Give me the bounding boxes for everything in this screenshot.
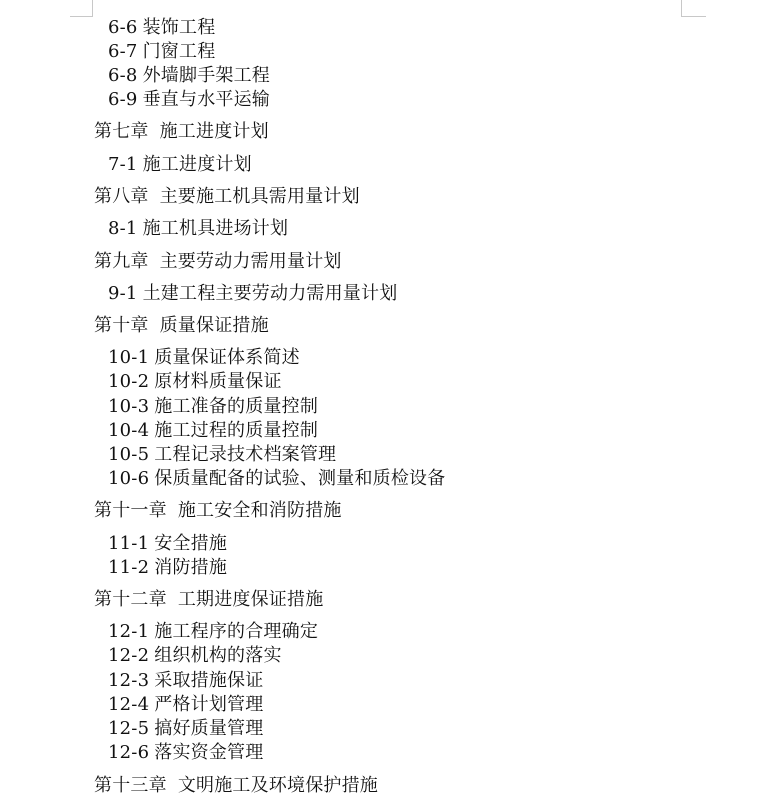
toc-entry-section[interactable] xyxy=(108,64,270,88)
toc-chapter-title: 主要劳动力需用量计划 xyxy=(159,251,342,272)
toc-entry-number: 12-4 xyxy=(108,694,150,715)
toc-entry-title: 落实资金管理 xyxy=(154,742,264,763)
toc-entry-number: 10-5 xyxy=(108,444,150,465)
toc-entry-section[interactable] xyxy=(108,88,270,112)
toc-entry-section[interactable] xyxy=(108,620,318,644)
toc-entry-title: 施工准备的质量控制 xyxy=(154,396,319,417)
toc-entry-number: 10-3 xyxy=(108,396,150,417)
toc-entry-number: 6-6 xyxy=(108,17,138,38)
toc-entry-number: 11-1 xyxy=(108,533,150,554)
toc-entry-number: 12-5 xyxy=(108,718,150,739)
toc-entry-title: 搞好质量管理 xyxy=(154,718,264,739)
toc-chapter-title: 文明施工及环境保护措施 xyxy=(177,775,379,796)
toc-entry-chapter[interactable] xyxy=(94,120,269,144)
toc-entry-section[interactable] xyxy=(108,40,215,64)
toc-chapter-number: 第九章 xyxy=(94,251,149,272)
toc-entry-number: 10-1 xyxy=(108,347,150,368)
toc-entry-number: 6-8 xyxy=(108,65,138,86)
toc-entry-section[interactable] xyxy=(108,346,300,370)
toc-entry-number: 6-9 xyxy=(108,89,138,110)
toc-entry-number: 9-1 xyxy=(108,283,138,304)
toc-entry-title: 外墙脚手架工程 xyxy=(142,65,270,86)
toc-entry-number: 12-3 xyxy=(108,670,150,691)
toc-entry-title: 质量保证体系简述 xyxy=(154,347,300,368)
toc-chapter-number: 第十一章 xyxy=(94,500,167,521)
toc-entry-title: 消防措施 xyxy=(154,557,228,578)
toc-entry-title: 施工程序的合理确定 xyxy=(154,621,319,642)
toc-entry-number: 7-1 xyxy=(108,154,138,175)
toc-entry-section[interactable] xyxy=(108,669,263,693)
toc-chapter-title: 施工进度计划 xyxy=(159,121,269,142)
toc-entry-section[interactable] xyxy=(108,644,282,668)
toc-entry-number: 11-2 xyxy=(108,557,150,578)
toc-entry-section[interactable] xyxy=(108,467,445,491)
toc-entry-title: 采取措施保证 xyxy=(154,670,264,691)
toc-entry-title: 组织机构的落实 xyxy=(154,645,282,666)
toc-entry-number: 6-7 xyxy=(108,41,138,62)
toc-entry-chapter[interactable] xyxy=(94,314,269,338)
toc-entry-chapter[interactable] xyxy=(94,774,378,798)
toc-entry-section[interactable] xyxy=(108,741,263,765)
toc-entry-section[interactable] xyxy=(108,532,227,556)
toc-entry-number: 8-1 xyxy=(108,218,138,239)
toc-entry-title: 工程记录技术档案管理 xyxy=(154,444,337,465)
toc-chapter-number: 第七章 xyxy=(94,121,149,142)
toc-chapter-title: 质量保证措施 xyxy=(159,315,269,336)
toc-entry-title: 原材料质量保证 xyxy=(154,371,282,392)
toc-entry-number: 12-1 xyxy=(108,621,150,642)
toc-entry-number: 10-6 xyxy=(108,468,150,489)
toc-chapter-title: 主要施工机具需用量计划 xyxy=(159,186,360,207)
toc-entry-chapter[interactable] xyxy=(94,499,342,523)
toc-entry-title: 安全措施 xyxy=(154,533,228,554)
toc-entry-chapter[interactable] xyxy=(94,185,360,209)
toc-entry-number: 12-6 xyxy=(108,742,150,763)
toc-entry-title: 门窗工程 xyxy=(142,41,216,62)
toc-entry-title: 严格计划管理 xyxy=(154,694,264,715)
toc-entry-title: 施工进度计划 xyxy=(142,154,252,175)
toc-entry-section[interactable] xyxy=(108,370,282,394)
toc-entry-section[interactable] xyxy=(108,717,263,741)
toc-entry-section[interactable] xyxy=(108,419,318,443)
toc-entry-section[interactable] xyxy=(108,443,336,467)
toc-entry-section[interactable] xyxy=(108,693,263,717)
toc-chapter-number: 第八章 xyxy=(94,186,149,207)
toc-chapter-number: 第十章 xyxy=(94,315,149,336)
toc-entry-title: 土建工程主要劳动力需用量计划 xyxy=(142,283,398,304)
toc-entry-section[interactable] xyxy=(108,16,215,40)
toc-entry-number: 12-2 xyxy=(108,645,150,666)
toc-entry-title: 保质量配备的试验、测量和质检设备 xyxy=(154,468,446,489)
toc-chapter-number: 第十二章 xyxy=(94,589,167,610)
toc-entry-title: 垂直与水平运输 xyxy=(142,89,270,110)
toc-entry-chapter[interactable] xyxy=(94,588,323,612)
toc-entry-number: 10-4 xyxy=(108,420,150,441)
toc-entry-title: 装饰工程 xyxy=(142,17,216,38)
toc-chapter-title: 工期进度保证措施 xyxy=(177,589,324,610)
toc-entry-title: 施工机具进场计划 xyxy=(142,218,289,239)
toc-entry-section[interactable] xyxy=(108,217,288,241)
toc-entry-section[interactable] xyxy=(108,153,252,177)
toc-entry-number: 10-2 xyxy=(108,371,150,392)
toc-entry-section[interactable] xyxy=(108,282,397,306)
toc-entry-title: 施工过程的质量控制 xyxy=(154,420,319,441)
toc-chapter-number: 第十三章 xyxy=(94,775,167,796)
toc-chapter-title: 施工安全和消防措施 xyxy=(177,500,342,521)
toc-entry-chapter[interactable] xyxy=(94,250,342,274)
toc-entry-section[interactable] xyxy=(108,395,318,419)
toc-entry-section[interactable] xyxy=(108,556,227,580)
